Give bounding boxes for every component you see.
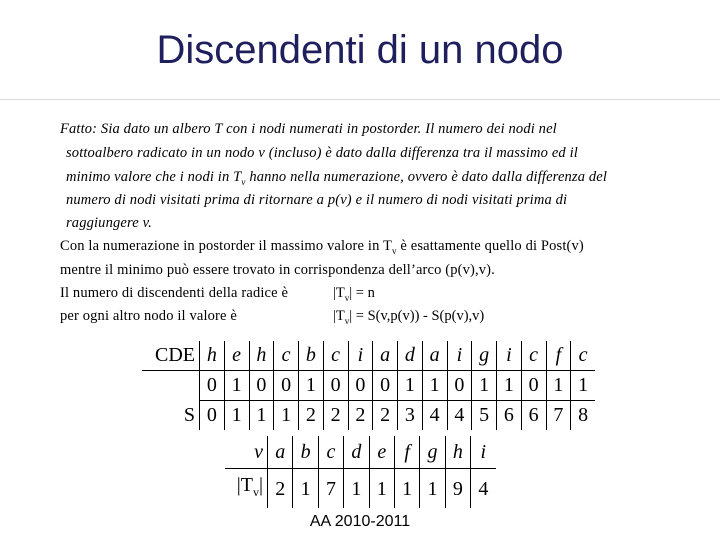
size-cell: 9 <box>445 469 470 509</box>
node-cell: h <box>445 436 470 469</box>
bits-cell: 1 <box>472 371 497 401</box>
bits-cell: 0 <box>373 371 398 401</box>
node-cell: a <box>268 436 293 469</box>
cde-cell: g <box>472 341 497 371</box>
slide-title: Discendenti di un nodo <box>156 28 564 72</box>
cde-cell: b <box>299 341 324 371</box>
s-cell: 4 <box>422 401 447 431</box>
bits-cell: 0 <box>447 371 472 401</box>
s-cell: 5 <box>472 401 497 431</box>
cde-cell: h <box>249 341 274 371</box>
cde-cell: i <box>447 341 472 371</box>
node-cell: f <box>394 436 419 469</box>
s-cell: 0 <box>200 401 225 431</box>
bits-cell: 1 <box>224 371 249 401</box>
s-cell: 7 <box>546 401 571 431</box>
s-cell: 1 <box>274 401 299 431</box>
cde-cell: c <box>521 341 546 371</box>
bits-cell: 1 <box>398 371 423 401</box>
size-cell: 7 <box>318 469 343 509</box>
s-cell: 2 <box>348 401 373 431</box>
bits-cell: 0 <box>348 371 373 401</box>
cde-label: CDE <box>142 341 200 371</box>
bits-label <box>142 371 200 401</box>
node-cell: c <box>318 436 343 469</box>
bits-cell: 1 <box>546 371 571 401</box>
bits-cell: 1 <box>422 371 447 401</box>
fatto-line-2: sottoalbero radicato in un nodo v (incluso) è dato dalla differenza tra il massimo ed il <box>66 145 578 161</box>
cde-cell: i <box>497 341 522 371</box>
size-cell: 1 <box>420 469 445 509</box>
s-cell: 1 <box>224 401 249 431</box>
s-row <box>142 401 595 431</box>
size-cell: 1 <box>293 469 318 509</box>
s-cell: 1 <box>249 401 274 431</box>
bits-row <box>142 371 595 401</box>
cde-cell: h <box>200 341 225 371</box>
bits-cell: 0 <box>274 371 299 401</box>
size-cell: 4 <box>471 469 496 509</box>
s-label: S <box>142 401 200 431</box>
s-cell: 2 <box>373 401 398 431</box>
fatto-line-4: numero di nodi visitati prima di ritornare a p(v) e il numero di nodi visitati prima di <box>66 192 568 208</box>
cde-cell: c <box>274 341 299 371</box>
cde-cell: a <box>373 341 398 371</box>
s-cell: 4 <box>447 401 472 431</box>
cde-cell: i <box>348 341 373 371</box>
s-cell: 6 <box>521 401 546 431</box>
postorder-line-1: Con la numerazione in postorder il massimo valore in $T_v$ è esattamente quello di Post(v) <box>60 238 584 256</box>
sizes-row <box>225 469 496 509</box>
node-cell: i <box>471 436 496 469</box>
s-cell: 2 <box>299 401 324 431</box>
size-cell: 1 <box>344 469 369 509</box>
cde-cell: c <box>571 341 595 371</box>
size-cell: 2 <box>268 469 293 509</box>
bits-cell: 0 <box>521 371 546 401</box>
node-cell: g <box>420 436 445 469</box>
fatto-line-5: raggiungere v. <box>66 215 152 231</box>
s-cell: 6 <box>497 401 522 431</box>
size-cell: 1 <box>369 469 394 509</box>
bits-cell: 1 <box>497 371 522 401</box>
v-label: v <box>225 436 268 469</box>
cde-row <box>142 341 595 371</box>
bits-cell: 0 <box>249 371 274 401</box>
s-cell: 3 <box>398 401 423 431</box>
size-cell: 1 <box>394 469 419 509</box>
other-text: per ogni altro nodo il valore è <box>60 308 237 324</box>
title-divider <box>0 99 720 100</box>
other-formula: $|T_v| = S(v,p(v)) - S(p(v),v)$ <box>333 308 485 326</box>
bits-cell: 0 <box>323 371 348 401</box>
bits-cell: 1 <box>571 371 595 401</box>
node-cell: e <box>369 436 394 469</box>
cde-cell: e <box>224 341 249 371</box>
fatto-line-1: Fatto: Sia dato un albero T con i nodi numerati in postorder. Il numero dei nodi nel <box>60 121 557 137</box>
nodes-row <box>225 436 496 469</box>
node-cell: b <box>293 436 318 469</box>
footer-academic-year: AA 2010-2011 <box>309 513 411 530</box>
node-cell: d <box>344 436 369 469</box>
bits-cell: 1 <box>299 371 324 401</box>
fatto-line-3: minimo valore che i nodi in $T_v$ hanno nella numerazione, ovvero è dato dalla differenza del <box>66 169 608 187</box>
cde-cell: c <box>323 341 348 371</box>
postorder-line-2: mentre il minimo può essere trovato in corrispondenza dell’arco (p(v),v). <box>60 262 495 278</box>
root-text: Il numero di discendenti della radice è <box>60 285 289 301</box>
tv-label: $|T_v|$ <box>225 469 268 509</box>
root-formula: $|T_v| = n$ <box>333 285 375 303</box>
s-cell: 2 <box>323 401 348 431</box>
cde-cell: f <box>546 341 571 371</box>
euler-tour-table <box>142 341 595 430</box>
bits-cell: 0 <box>200 371 225 401</box>
subtree-size-table <box>225 436 496 508</box>
cde-cell: a <box>422 341 447 371</box>
s-cell: 8 <box>571 401 595 431</box>
cde-cell: d <box>398 341 423 371</box>
